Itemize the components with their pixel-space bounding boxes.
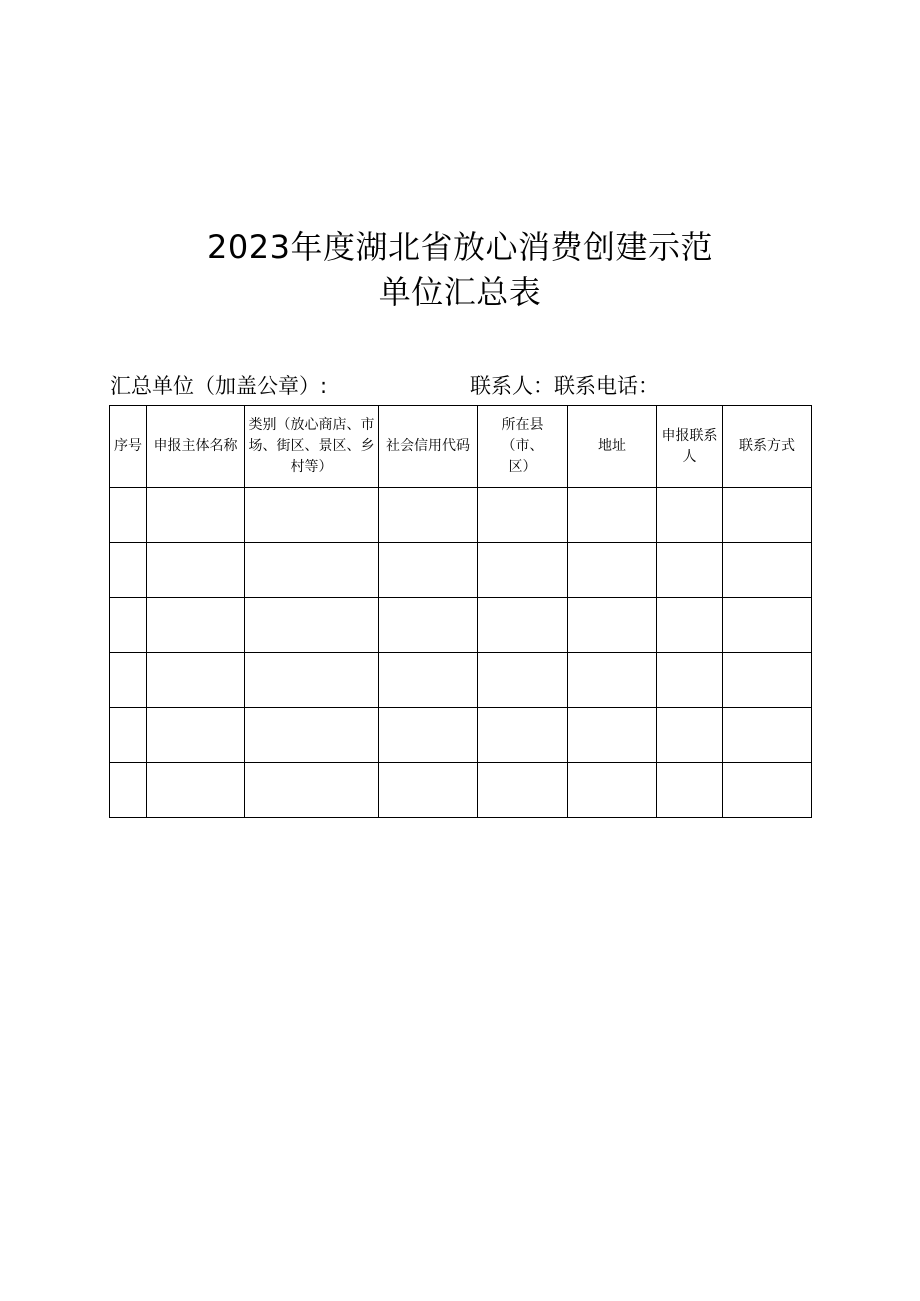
table-body bbox=[110, 488, 812, 818]
table-cell[interactable] bbox=[723, 488, 812, 543]
table-cell[interactable] bbox=[379, 653, 478, 708]
table-cell[interactable] bbox=[723, 543, 812, 598]
table-cell[interactable] bbox=[723, 763, 812, 818]
table-cell[interactable] bbox=[147, 488, 245, 543]
table-cell[interactable] bbox=[110, 488, 147, 543]
header-cell-county bbox=[478, 406, 568, 488]
table-cell[interactable] bbox=[478, 598, 568, 653]
table-cell[interactable] bbox=[478, 653, 568, 708]
table-cell[interactable] bbox=[568, 598, 657, 653]
table-cell[interactable] bbox=[110, 708, 147, 763]
header-contact-method-label: 联系方式 bbox=[739, 438, 795, 454]
table-cell[interactable] bbox=[245, 598, 379, 653]
header-credit-code-label: 社会信用代码 bbox=[386, 438, 470, 454]
contact-label: 联系人：联系电话： bbox=[470, 374, 659, 398]
header-cell-credit-code bbox=[379, 406, 478, 488]
table-cell[interactable] bbox=[245, 708, 379, 763]
table-cell[interactable] bbox=[245, 763, 379, 818]
table-cell[interactable] bbox=[657, 488, 723, 543]
header-cell-address bbox=[568, 406, 657, 488]
table-cell[interactable] bbox=[478, 708, 568, 763]
header-cell-index bbox=[110, 406, 147, 488]
table-cell[interactable] bbox=[478, 543, 568, 598]
table-cell[interactable] bbox=[568, 543, 657, 598]
table-row bbox=[110, 598, 812, 653]
table-cell[interactable] bbox=[657, 598, 723, 653]
table-cell[interactable] bbox=[147, 598, 245, 653]
summary-table bbox=[109, 405, 812, 818]
header-cell-category bbox=[245, 406, 379, 488]
header-cell-entity-name bbox=[147, 406, 245, 488]
summary-unit-label: 汇总单位（加盖公章）: bbox=[110, 374, 328, 398]
table-cell[interactable] bbox=[110, 653, 147, 708]
header-category-label: 类别（放心商店、市场、街区、景区、乡村等） bbox=[248, 417, 375, 475]
header-cell-contact-method bbox=[723, 406, 812, 488]
table-cell[interactable] bbox=[379, 598, 478, 653]
table-cell[interactable] bbox=[379, 488, 478, 543]
table-cell[interactable] bbox=[147, 708, 245, 763]
table-cell[interactable] bbox=[478, 763, 568, 818]
table-cell[interactable] bbox=[657, 763, 723, 818]
table-cell[interactable] bbox=[723, 653, 812, 708]
table-cell[interactable] bbox=[110, 763, 147, 818]
table-row bbox=[110, 653, 812, 708]
table-cell[interactable] bbox=[245, 653, 379, 708]
table-cell[interactable] bbox=[110, 543, 147, 598]
table-cell[interactable] bbox=[245, 488, 379, 543]
table-header-row bbox=[110, 406, 812, 488]
table-cell[interactable] bbox=[478, 488, 568, 543]
table-row bbox=[110, 763, 812, 818]
table-cell[interactable] bbox=[568, 653, 657, 708]
table-cell[interactable] bbox=[379, 763, 478, 818]
table-cell[interactable] bbox=[657, 543, 723, 598]
table-cell[interactable] bbox=[723, 708, 812, 763]
header-entity-name-label: 申报主体名称 bbox=[153, 438, 238, 454]
table-cell[interactable] bbox=[379, 708, 478, 763]
table-cell[interactable] bbox=[657, 708, 723, 763]
table-row bbox=[110, 488, 812, 543]
table-cell[interactable] bbox=[568, 763, 657, 818]
table-cell[interactable] bbox=[568, 488, 657, 543]
table-cell[interactable] bbox=[147, 763, 245, 818]
table-cell[interactable] bbox=[657, 653, 723, 708]
table-row bbox=[110, 708, 812, 763]
table-cell[interactable] bbox=[723, 598, 812, 653]
document-title-line-2: 单位汇总表 bbox=[378, 273, 542, 311]
header-cell-contact-person bbox=[657, 406, 723, 488]
table-cell[interactable] bbox=[147, 543, 245, 598]
table-cell[interactable] bbox=[110, 598, 147, 653]
header-index-label: 序号 bbox=[114, 438, 142, 454]
table-cell[interactable] bbox=[147, 653, 245, 708]
table-cell[interactable] bbox=[568, 708, 657, 763]
table-cell[interactable] bbox=[379, 543, 478, 598]
document-title-line-1: 2023年度湖北省放心消费创建示范 bbox=[207, 228, 713, 266]
table-cell[interactable] bbox=[245, 543, 379, 598]
header-county-label: 所在县（市、区） bbox=[501, 417, 544, 475]
header-address-label: 地址 bbox=[598, 438, 626, 454]
table-row bbox=[110, 543, 812, 598]
header-contact-person-label: 申报联系人 bbox=[661, 427, 718, 465]
